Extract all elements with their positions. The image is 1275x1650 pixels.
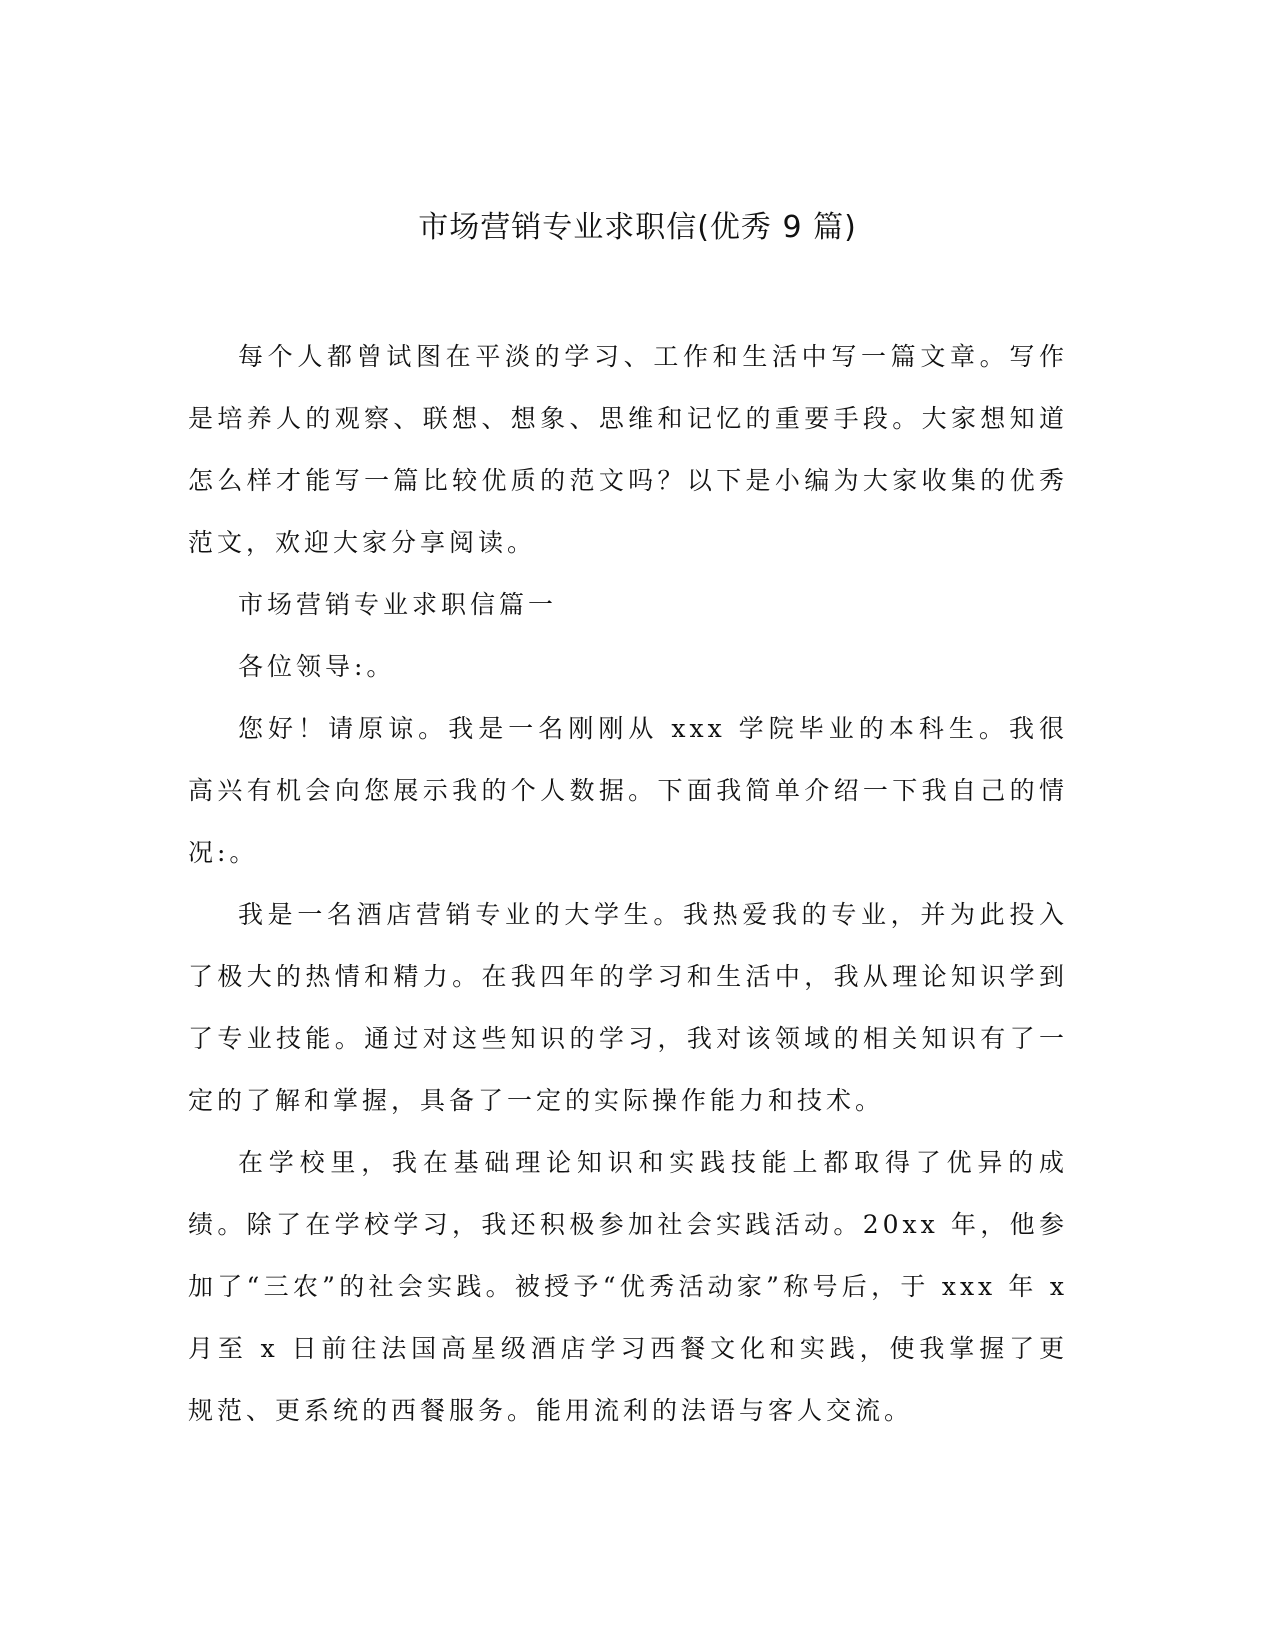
intro-paragraph: 每个人都曾试图在平淡的学习、工作和生活中写一篇文章。写作是培养人的观察、联想、想象、思维和记忆的重要手段。大家想知道怎么样才能写一篇比较优质的范文吗？以下是小编为大家收集的优秀范文，欢迎大家分享阅读。 — [188, 342, 1068, 557]
document-title: 市场营销专业求职信(优秀 9 篇) — [418, 210, 857, 245]
greeting-paragraph: 您好！请原谅。我是一名刚刚从 xxx 学院毕业的本科生。我很高兴有机会向您展示我的个人数据。下面我简单介绍一下我自己的情况:。 — [188, 714, 1068, 867]
section-heading: 市场营销专业求职信篇一 — [238, 590, 558, 619]
major-paragraph: 我是一名酒店营销专业的大学生。我热爱我的专业，并为此投入了极大的热情和精力。在我四年的学习和生活中，我从理论知识学到了专业技能。通过对这些知识的学习，我对该领域的相关知识有了一定的了解和掌握，具备了一定的实际操作能力和技术。 — [188, 900, 1068, 1115]
achievement-paragraph: 在学校里，我在基础理论知识和实践技能上都取得了优异的成绩。除了在学校学习，我还积极参加社会实践活动。20xx 年，他参加了“三农”的社会实践。被授予“优秀活动家”称号后，于 xxx 年 x 月至 x 日前往法国高星级酒店学习西餐文化和实践，使我掌握了更规范、更系统的西餐服务。能用流利的法语与客人交流。 — [188, 1148, 1068, 1425]
salutation: 各位领导:。 — [238, 652, 396, 681]
document-body — [188, 326, 1068, 1442]
